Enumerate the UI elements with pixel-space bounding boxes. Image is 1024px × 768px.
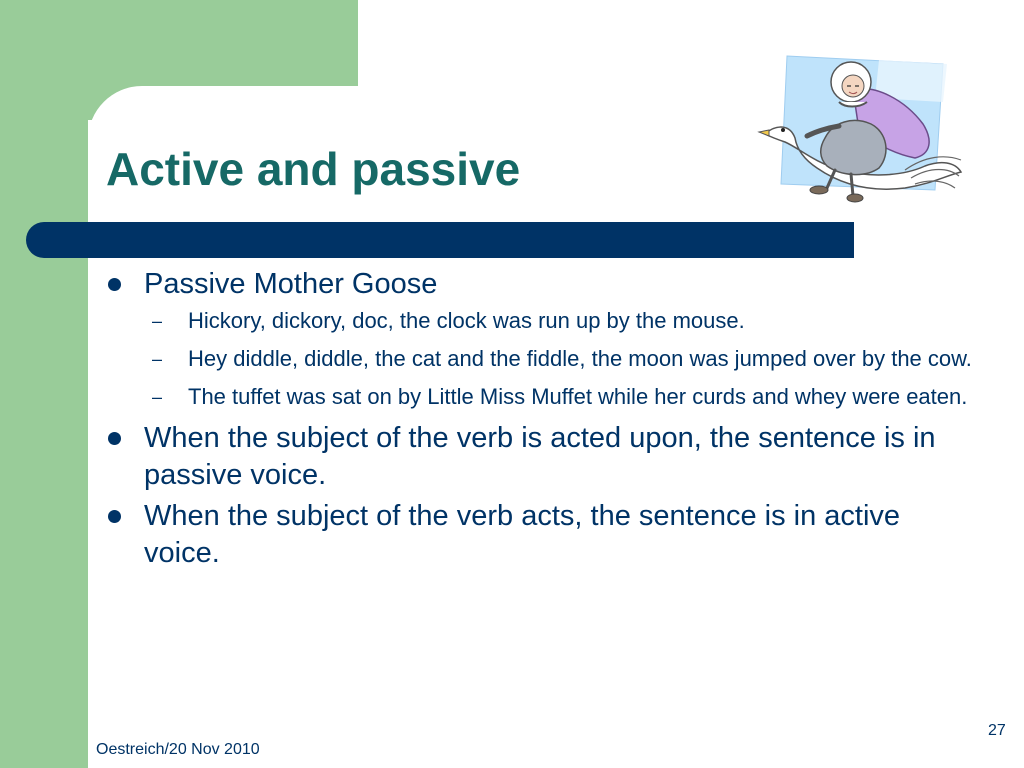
sub-bullet-dash: –: [152, 349, 163, 369]
bullet-dot: [108, 432, 121, 445]
sub-bullet-dash: –: [152, 311, 163, 331]
sub-bullet-item: [144, 306, 980, 336]
bullet-item: [100, 266, 980, 412]
slide-title: Active and passive: [106, 143, 521, 195]
sub-bullet-item: [144, 382, 980, 412]
bullet-content: [100, 266, 980, 576]
bullet-dot: [108, 278, 121, 291]
footer-author-date: Oestreich/20 Nov 2010: [96, 741, 260, 758]
sub-bullet-text: The tuffet was sat on by Little Miss Muffet while her curds and whey were eaten.: [188, 384, 968, 409]
green-decor-left: [0, 0, 88, 768]
sub-bullet-text: Hickory, dickory, doc, the clock was run up by the mouse.: [188, 308, 745, 333]
mother-goose-illustration: [755, 50, 965, 210]
sub-bullet-dash: –: [152, 387, 163, 407]
sub-bullet-text: Hey diddle, diddle, the cat and the fiddle, the moon was jumped over by the cow.: [188, 346, 972, 371]
bullet-text: When the subject of the verb is acted upon, the sentence is in passive voice.: [144, 422, 936, 491]
bullet-item: [100, 420, 980, 494]
bullet-text: When the subject of the verb acts, the sentence is in active voice.: [144, 500, 901, 569]
sub-bullet-item: [144, 344, 980, 374]
bullet-dot: [108, 510, 121, 523]
bullet-list: [100, 266, 980, 572]
sub-bullet-list: [144, 306, 980, 412]
slide-number: 27: [988, 722, 1006, 739]
title-underline-bar: [26, 222, 854, 258]
bullet-item: [100, 498, 980, 572]
bullet-text: Passive Mother Goose: [144, 268, 438, 300]
